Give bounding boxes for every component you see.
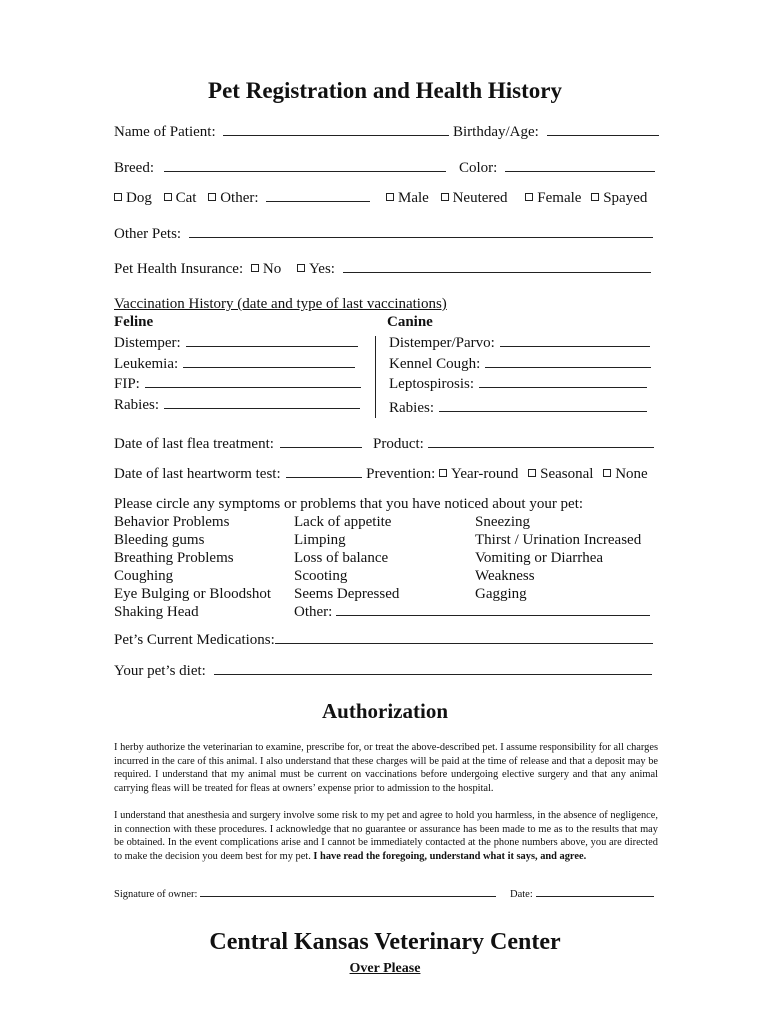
symptom-item[interactable]: Coughing: [114, 568, 174, 584]
insurance-row: [114, 261, 651, 278]
field-label: Rabies:: [114, 397, 159, 413]
checkbox-icon: [603, 469, 611, 477]
checkbox-icon: [114, 193, 122, 201]
checkbox-icon: [164, 193, 172, 201]
canine-kennel-cough-field[interactable]: [389, 356, 651, 373]
prevention-label: Prevention:: [366, 466, 436, 482]
symptom-item[interactable]: Eye Bulging or Bloodshot: [114, 586, 272, 602]
sex-row: [386, 190, 647, 207]
checkbox-icon: [439, 469, 447, 477]
checkbox-icon: [528, 469, 536, 477]
other-pets-field[interactable]: [114, 226, 653, 243]
feline-rabies-field[interactable]: [114, 397, 360, 414]
date-field[interactable]: [510, 889, 654, 900]
heartworm-date-input[interactable]: [286, 476, 362, 478]
patient-name-field[interactable]: [114, 124, 449, 141]
field-label: Leukemia:: [114, 356, 179, 372]
canine-distemper-parvo-field[interactable]: [389, 335, 650, 352]
signature-field[interactable]: [114, 889, 496, 900]
year-round-checkbox[interactable]: Year-round: [439, 466, 518, 482]
symptom-item[interactable]: Thirst / Urination Increased: [475, 532, 642, 548]
symptom-item[interactable]: Bleeding gums: [114, 532, 205, 548]
birthday-age-label: Birthday/Age:: [453, 124, 539, 140]
symptom-item[interactable]: Gagging: [475, 586, 527, 602]
agreement-statement: I have read the foregoing, understand what it says, and agree.: [313, 850, 587, 862]
insurance-label: Pet Health Insurance:: [114, 261, 244, 277]
dog-checkbox[interactable]: Dog: [114, 190, 152, 206]
canine-rabies-field[interactable]: [389, 400, 647, 417]
checkbox-icon: [591, 193, 599, 201]
none-checkbox[interactable]: None: [603, 466, 648, 482]
symptom-item[interactable]: Seems Depressed: [294, 586, 400, 602]
color-field[interactable]: [459, 160, 655, 177]
field-label: FIP:: [114, 376, 140, 392]
symptom-item[interactable]: Shaking Head: [114, 604, 199, 620]
canine-header: Canine: [387, 314, 433, 330]
field-label: Other:: [294, 604, 333, 620]
insurance-input[interactable]: [343, 271, 651, 273]
field-label: Date:: [510, 889, 533, 900]
field-label: Your pet’s diet:: [114, 663, 206, 679]
paragraph-text: I understand that anesthesia and surgery involve some risk to my pet and agree to hold you harmless, in the absence of negligence, in connection with these procedures. I acknowledge that no guarantee or assurance has been made to me as to the results that may be obtained. In the event complications arise and I cannot be immediately contacted at the phone numbers above, you are directed to make the decision you deem best for my pet.: [114, 810, 658, 862]
other-species-checkbox[interactable]: Other:: [208, 190, 258, 206]
flea-treatment-field[interactable]: [114, 436, 362, 453]
symptom-item[interactable]: Limping: [294, 532, 346, 548]
breed-field[interactable]: [114, 160, 446, 177]
feline-header: Feline: [114, 314, 154, 330]
symptom-item[interactable]: Behavior Problems: [114, 514, 230, 530]
vaccination-heading: Vaccination History (date and type of last vaccinations): [114, 296, 447, 312]
male-checkbox[interactable]: Male: [386, 190, 429, 206]
authorization-paragraph-1: I herby authorize the veterinarian to examine, prescribe for, or treat the above-described pet. I assume responsibility for all charges incurred in the care of this animal. I also understand that these charges will be paid at the time of release and that a deposit may be required. I understand that my animal must be current on vaccinations before undergoing elective surgery and that any animal carrying fleas will be treated for fleas at owners’ expense prior to admission to the hospital.: [114, 742, 658, 794]
field-label: Signature of owner:: [114, 889, 198, 900]
field-label: Pet’s Current Medications:: [114, 632, 275, 648]
field-label: Leptospirosis:: [389, 376, 474, 392]
canine-leptospirosis-field[interactable]: [389, 376, 647, 393]
field-label: Kennel Cough:: [389, 356, 481, 372]
symptom-other-field[interactable]: [294, 604, 650, 621]
insurance-no-checkbox[interactable]: No: [251, 261, 281, 277]
spayed-checkbox[interactable]: Spayed: [591, 190, 647, 206]
checkbox-icon: [208, 193, 216, 201]
symptom-item[interactable]: Scooting: [294, 568, 348, 584]
species-row: [114, 190, 370, 207]
checkbox-icon: [297, 264, 305, 272]
field-label: Rabies:: [389, 400, 434, 416]
clinic-name: Central Kansas Veterinary Center: [209, 929, 561, 955]
insurance-yes-checkbox[interactable]: Yes:: [297, 261, 335, 277]
breed-label: Breed:: [114, 160, 154, 176]
neutered-checkbox[interactable]: Neutered: [441, 190, 508, 206]
symptom-item[interactable]: Lack of appetite: [294, 514, 392, 530]
symptoms-prompt: Please circle any symptoms or problems that you have noticed about your pet:: [114, 496, 584, 512]
field-label: Date of last heartworm test:: [114, 466, 281, 482]
diet-field[interactable]: [114, 663, 652, 680]
page-title: Pet Registration and Health History: [208, 78, 562, 103]
checkbox-icon: [441, 193, 449, 201]
checkbox-icon: [386, 193, 394, 201]
feline-leukemia-field[interactable]: [114, 356, 355, 373]
heartworm-row: [114, 466, 648, 483]
flea-product-field[interactable]: [373, 436, 654, 453]
symptom-item[interactable]: Weakness: [475, 568, 535, 584]
color-label: Color:: [459, 160, 498, 176]
field-label: Distemper:: [114, 335, 181, 351]
birthday-age-field[interactable]: [453, 124, 659, 141]
symptom-item[interactable]: Loss of balance: [294, 550, 389, 566]
cat-checkbox[interactable]: Cat: [164, 190, 197, 206]
medications-field[interactable]: [114, 632, 653, 649]
patient-name-label: Name of Patient:: [114, 124, 216, 140]
feline-distemper-field[interactable]: [114, 335, 358, 352]
over-please-note: Over Please: [349, 961, 421, 976]
symptom-item[interactable]: Vomiting or Diarrhea: [475, 550, 604, 566]
field-label: Product:: [373, 436, 424, 452]
symptom-item[interactable]: Breathing Problems: [114, 550, 234, 566]
other-pets-label: Other Pets:: [114, 226, 182, 242]
column-divider: [375, 336, 376, 418]
feline-fip-field[interactable]: [114, 376, 361, 393]
checkbox-icon: [525, 193, 533, 201]
authorization-heading: Authorization: [322, 699, 448, 723]
symptom-item[interactable]: Sneezing: [475, 514, 530, 530]
female-checkbox[interactable]: Female: [525, 190, 581, 206]
field-label: Distemper/Parvo:: [389, 335, 495, 351]
other-species-input[interactable]: [266, 200, 370, 202]
field-label: Date of last flea treatment:: [114, 436, 274, 452]
authorization-paragraph-2: [114, 809, 658, 863]
checkbox-icon: [251, 264, 259, 272]
seasonal-checkbox[interactable]: Seasonal: [528, 466, 593, 482]
